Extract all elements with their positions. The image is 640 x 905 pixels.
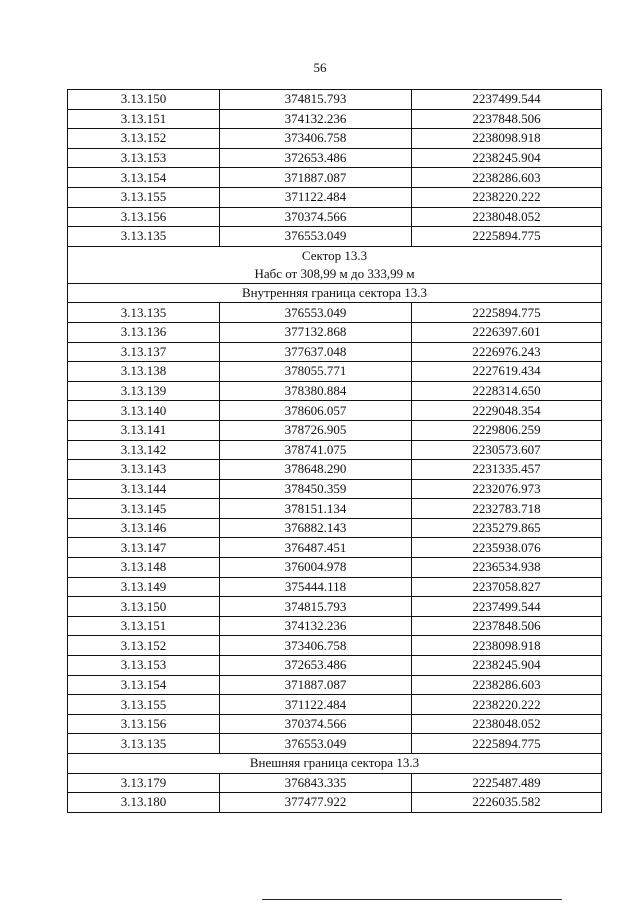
- table-row: [68, 479, 602, 499]
- y-coordinate-cell: 2227619.434: [412, 362, 602, 382]
- x-coordinate-cell: 378380.884: [220, 381, 412, 401]
- y-coordinate-cell: 2232076.973: [412, 479, 602, 499]
- table-row: [68, 90, 602, 110]
- boundary-heading-row: [68, 283, 602, 303]
- point-id-cell: 3.13.138: [68, 362, 220, 382]
- y-coordinate-cell: 2238220.222: [412, 187, 602, 207]
- table-row: [68, 793, 602, 813]
- y-coordinate-cell: 2229048.354: [412, 401, 602, 421]
- x-coordinate-cell: 378151.134: [220, 499, 412, 519]
- table-row: [68, 597, 602, 617]
- y-coordinate-cell: 2226976.243: [412, 342, 602, 362]
- x-coordinate-cell: 376004.978: [220, 558, 412, 578]
- point-id-cell: 3.13.144: [68, 479, 220, 499]
- point-id-cell: 3.13.140: [68, 401, 220, 421]
- x-coordinate-cell: 378606.057: [220, 401, 412, 421]
- x-coordinate-cell: 373406.758: [220, 636, 412, 656]
- x-coordinate-cell: 370374.566: [220, 207, 412, 227]
- x-coordinate-cell: 373406.758: [220, 129, 412, 149]
- y-coordinate-cell: 2237499.544: [412, 90, 602, 110]
- point-id-cell: 3.13.154: [68, 675, 220, 695]
- point-id-cell: 3.13.147: [68, 538, 220, 558]
- point-id-cell: 3.13.150: [68, 597, 220, 617]
- point-id-cell: 3.13.143: [68, 460, 220, 480]
- point-id-cell: 3.13.156: [68, 714, 220, 734]
- y-coordinate-cell: 2238220.222: [412, 695, 602, 715]
- x-coordinate-cell: 372653.486: [220, 656, 412, 676]
- point-id-cell: 3.13.153: [68, 656, 220, 676]
- y-coordinate-cell: 2230573.607: [412, 440, 602, 460]
- x-coordinate-cell: 376553.049: [220, 734, 412, 754]
- x-coordinate-cell: 371887.087: [220, 168, 412, 188]
- y-coordinate-cell: 2231335.457: [412, 460, 602, 480]
- point-id-cell: 3.13.146: [68, 518, 220, 538]
- coordinates-table: [67, 89, 602, 813]
- point-id-cell: 3.13.135: [68, 303, 220, 323]
- table-row: [68, 401, 602, 421]
- x-coordinate-cell: 378450.359: [220, 479, 412, 499]
- y-coordinate-cell: 2226035.582: [412, 793, 602, 813]
- table-row: [68, 227, 602, 247]
- table-row: [68, 322, 602, 342]
- point-id-cell: 3.13.179: [68, 773, 220, 793]
- x-coordinate-cell: 377132.868: [220, 322, 412, 342]
- x-coordinate-cell: 376553.049: [220, 227, 412, 247]
- table-row: [68, 381, 602, 401]
- table-row: [68, 538, 602, 558]
- table-row: [68, 342, 602, 362]
- table-row: [68, 773, 602, 793]
- y-coordinate-cell: 2225894.775: [412, 303, 602, 323]
- point-id-cell: 3.13.180: [68, 793, 220, 813]
- boundary-heading-cell: Внутренняя граница сектора 13.3: [68, 283, 602, 303]
- sector-header-cell: [68, 246, 602, 283]
- table-row: [68, 420, 602, 440]
- x-coordinate-cell: 371122.484: [220, 695, 412, 715]
- x-coordinate-cell: 378726.905: [220, 420, 412, 440]
- point-id-cell: 3.13.135: [68, 734, 220, 754]
- page-number: 56: [313, 60, 327, 75]
- y-coordinate-cell: 2238286.603: [412, 168, 602, 188]
- point-id-cell: 3.13.156: [68, 207, 220, 227]
- table-row: [68, 714, 602, 734]
- point-id-cell: 3.13.153: [68, 148, 220, 168]
- x-coordinate-cell: 377477.922: [220, 793, 412, 813]
- y-coordinate-cell: 2225894.775: [412, 227, 602, 247]
- table-row: [68, 656, 602, 676]
- point-id-cell: 3.13.152: [68, 129, 220, 149]
- point-id-cell: 3.13.135: [68, 227, 220, 247]
- point-id-cell: 3.13.150: [68, 90, 220, 110]
- point-id-cell: 3.13.151: [68, 109, 220, 129]
- sector-header-row: [68, 246, 602, 283]
- x-coordinate-cell: 378055.771: [220, 362, 412, 382]
- y-coordinate-cell: 2228314.650: [412, 381, 602, 401]
- boundary-heading-cell: Внешняя граница сектора 13.3: [68, 754, 602, 774]
- table-row: [68, 616, 602, 636]
- x-coordinate-cell: 376487.451: [220, 538, 412, 558]
- x-coordinate-cell: 374815.793: [220, 597, 412, 617]
- y-coordinate-cell: 2232783.718: [412, 499, 602, 519]
- table-row: [68, 168, 602, 188]
- table-row: [68, 460, 602, 480]
- x-coordinate-cell: 374132.236: [220, 109, 412, 129]
- point-id-cell: 3.13.139: [68, 381, 220, 401]
- y-coordinate-cell: 2237848.506: [412, 109, 602, 129]
- x-coordinate-cell: 376553.049: [220, 303, 412, 323]
- y-coordinate-cell: 2237499.544: [412, 597, 602, 617]
- table-row: [68, 558, 602, 578]
- table-row: [68, 636, 602, 656]
- y-coordinate-cell: 2238098.918: [412, 636, 602, 656]
- table-row: [68, 499, 602, 519]
- x-coordinate-cell: 378741.075: [220, 440, 412, 460]
- x-coordinate-cell: 370374.566: [220, 714, 412, 734]
- boundary-heading-row: [68, 754, 602, 774]
- table-row: [68, 109, 602, 129]
- point-id-cell: 3.13.141: [68, 420, 220, 440]
- x-coordinate-cell: 371122.484: [220, 187, 412, 207]
- table-row: [68, 440, 602, 460]
- table-row: [68, 187, 602, 207]
- x-coordinate-cell: 376882.143: [220, 518, 412, 538]
- y-coordinate-cell: 2238048.052: [412, 207, 602, 227]
- y-coordinate-cell: 2238286.603: [412, 675, 602, 695]
- y-coordinate-cell: 2236534.938: [412, 558, 602, 578]
- table-row: [68, 518, 602, 538]
- point-id-cell: 3.13.155: [68, 695, 220, 715]
- table-body: [68, 90, 602, 813]
- point-id-cell: 3.13.155: [68, 187, 220, 207]
- point-id-cell: 3.13.149: [68, 577, 220, 597]
- table-row: [68, 695, 602, 715]
- x-coordinate-cell: 371887.087: [220, 675, 412, 695]
- x-coordinate-cell: 375444.118: [220, 577, 412, 597]
- table-row: [68, 577, 602, 597]
- point-id-cell: 3.13.151: [68, 616, 220, 636]
- point-id-cell: 3.13.142: [68, 440, 220, 460]
- y-coordinate-cell: 2238245.904: [412, 148, 602, 168]
- point-id-cell: 3.13.136: [68, 322, 220, 342]
- x-coordinate-cell: 372653.486: [220, 148, 412, 168]
- point-id-cell: 3.13.152: [68, 636, 220, 656]
- table-row: [68, 362, 602, 382]
- point-id-cell: 3.13.137: [68, 342, 220, 362]
- x-coordinate-cell: 374815.793: [220, 90, 412, 110]
- sector-title: Сектор 13.3: [301, 247, 368, 263]
- y-coordinate-cell: 2238098.918: [412, 129, 602, 149]
- table-row: [68, 129, 602, 149]
- scan-edge-line: [262, 899, 562, 900]
- x-coordinate-cell: 374132.236: [220, 616, 412, 636]
- table-row: [68, 675, 602, 695]
- table-row: [68, 148, 602, 168]
- x-coordinate-cell: 376843.335: [220, 773, 412, 793]
- table-row: [68, 303, 602, 323]
- y-coordinate-cell: 2226397.601: [412, 322, 602, 342]
- table-row: [68, 207, 602, 227]
- x-coordinate-cell: 378648.290: [220, 460, 412, 480]
- point-id-cell: 3.13.145: [68, 499, 220, 519]
- y-coordinate-cell: 2237058.827: [412, 577, 602, 597]
- sector-height-range: Набс от 308,99 м до 333,99 м: [254, 265, 415, 281]
- y-coordinate-cell: 2229806.259: [412, 420, 602, 440]
- y-coordinate-cell: 2238048.052: [412, 714, 602, 734]
- x-coordinate-cell: 377637.048: [220, 342, 412, 362]
- y-coordinate-cell: 2238245.904: [412, 656, 602, 676]
- y-coordinate-cell: 2235938.076: [412, 538, 602, 558]
- y-coordinate-cell: 2235279.865: [412, 518, 602, 538]
- point-id-cell: 3.13.154: [68, 168, 220, 188]
- point-id-cell: 3.13.148: [68, 558, 220, 578]
- y-coordinate-cell: 2225894.775: [412, 734, 602, 754]
- y-coordinate-cell: 2225487.489: [412, 773, 602, 793]
- y-coordinate-cell: 2237848.506: [412, 616, 602, 636]
- table-row: [68, 734, 602, 754]
